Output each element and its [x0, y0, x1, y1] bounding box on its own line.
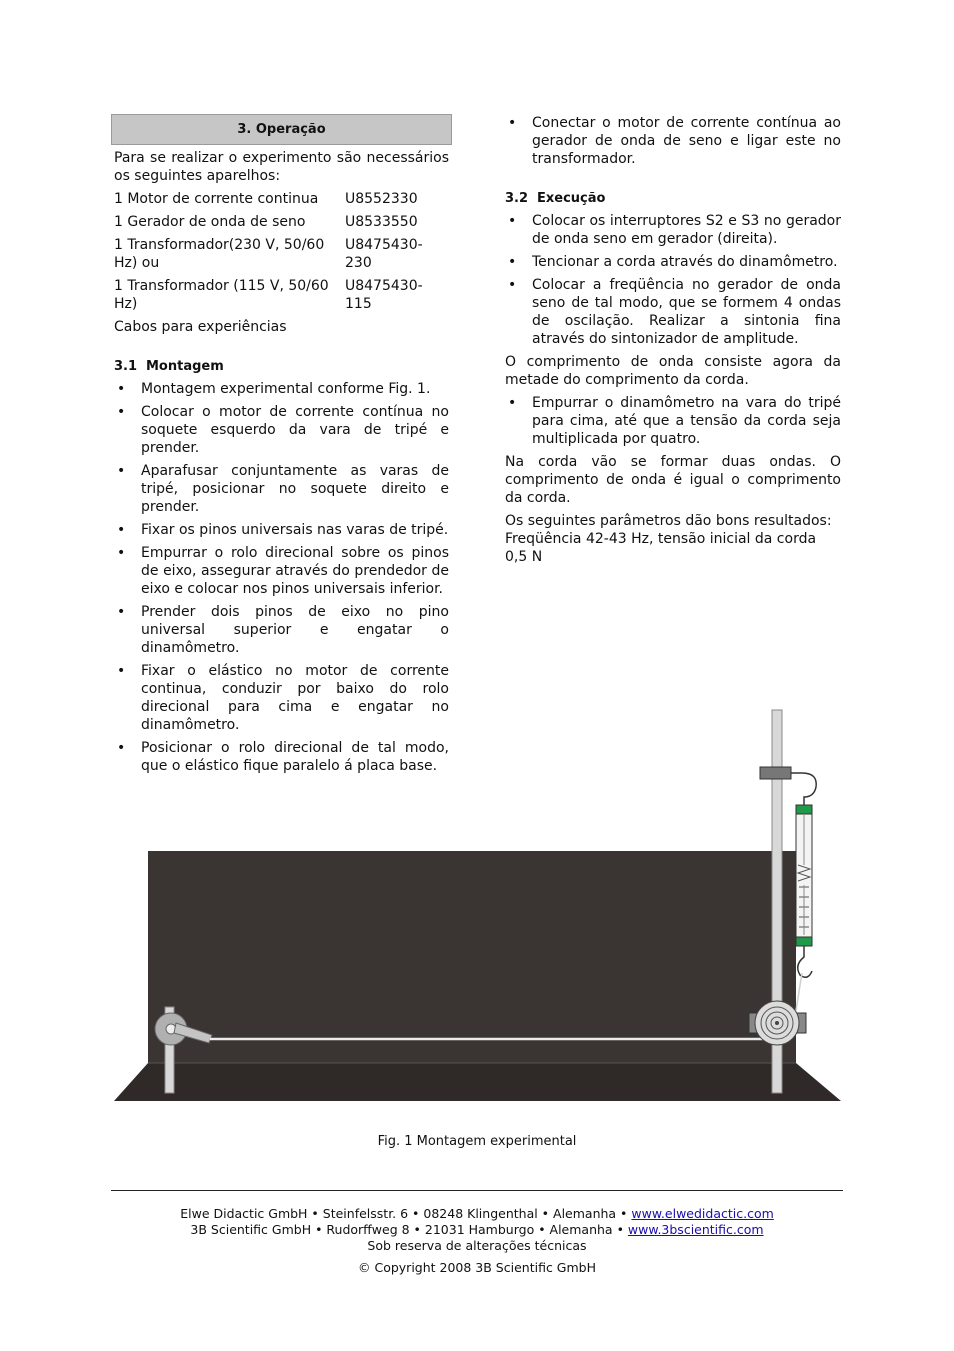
equipment-code: U8475430-230 [345, 237, 423, 271]
list-item: • Colocar os interruptores S2 e S3 no gerador de onda seno em gerador (direita). [505, 212, 841, 248]
montagem-number: 3.1 [114, 359, 138, 374]
equipment-row [114, 277, 449, 318]
footer [0, 1206, 954, 1276]
list-item: • Colocar o motor de corrente contínua no soquete esquerdo da vara de tripé e prender. [114, 403, 449, 457]
montagem-heading [114, 358, 449, 376]
footer-address-3b: 3B Scientific GmbH • Rudorffweg 8 • 21031 Hamburgo • Alemanha • [190, 1222, 628, 1237]
parameters-values: Freqüência 42-43 Hz, tensão inicial da corda 0,5 N [505, 531, 817, 565]
montagem-title: Montagem [146, 359, 224, 374]
list-item: • Colocar a freqüência no gerador de onda seno de tal modo, que se formem 4 ondas de oscilação. Realizar a sintonia fina através do sintonizador de amplitude. [505, 276, 841, 348]
list-item: • Empurrar o dinamômetro na vara do tripé para cima, até que a tensão da corda seja multiplicada por quatro. [505, 394, 841, 448]
execucao-title: Execução [537, 191, 606, 206]
list-item: • Fixar o elástico no motor de corrente continua, conduzir por baixo do rolo direcional para cima e engatar no dinamômetro. [114, 662, 449, 734]
copyright: © Copyright 2008 3B Scientific GmbH [358, 1260, 596, 1275]
equipment-name: 1 Transformador (115 V, 50/60 Hz) [114, 278, 329, 312]
execucao-list [505, 212, 841, 348]
list-item: • Aparafusar conjuntamente as varas de tripé, posicionar no soquete direito e prender. [114, 462, 449, 516]
right-column [505, 114, 841, 571]
footer-address-elwe: Elwe Didactic GmbH • Steinfelsstr. 6 • 08248 Klingenthal • Alemanha • [180, 1206, 632, 1221]
footer-disclaimer: Sob reserva de alterações técnicas [367, 1238, 587, 1253]
equipment-row [114, 213, 449, 236]
list-item: • Posicionar o rolo direcional de tal modo, que o elástico fique paralelo á placa base. [114, 739, 449, 775]
list-item: • Empurrar o rolo direcional sobre os pinos de eixo, assegurar através do prendedor de eixo e colocar nos pinos universais inferior. [114, 544, 449, 598]
equipment-row [114, 190, 449, 213]
parameters-intro: Os seguintes parâmetros dão bons resultados: [505, 513, 832, 529]
equipment-row [114, 236, 449, 277]
hook [791, 773, 816, 805]
base-plate [114, 1063, 841, 1101]
equipment-code: U8552330 [345, 191, 418, 207]
intro-paragraph: Para se realizar o experimento são necessários os seguintes aparelhos: [114, 150, 449, 184]
equipment-code: U8533550 [345, 214, 418, 230]
list-item: • Conectar o motor de corrente contínua ao gerador de onda de seno e ligar este no transformador. [505, 114, 841, 168]
equipment-name: 1 Transformador(230 V, 50/60 Hz) ou [114, 237, 325, 271]
section-header [111, 114, 452, 145]
figure-caption: Fig. 1 Montagem experimental [377, 1134, 577, 1149]
equipment-table [114, 190, 449, 318]
left-column [111, 114, 452, 780]
elwe-link[interactable]: www.elwedidactic.com [631, 1206, 774, 1221]
experiment-illustration [110, 705, 846, 1115]
cables-line: Cabos para experiências [114, 319, 287, 335]
wavelength-paragraph: O comprimento de onda consiste agora da metade do comprimento da corda. [505, 354, 841, 388]
dynamometer [796, 805, 812, 946]
footer-line-3b [0, 1222, 954, 1238]
two-waves-paragraph: Na corda vão se formar duas ondas. O comprimento de onda é igual o comprimento da corda. [505, 454, 841, 506]
footer-divider [111, 1190, 843, 1191]
list-item: • Fixar os pinos universais nas varas de tripé. [114, 521, 449, 539]
list-item: • Montagem experimental conforme Fig. 1. [114, 380, 449, 398]
experiment-figure [110, 705, 846, 1115]
equipment-code: U8475430-115 [345, 278, 423, 312]
equipment-name: 1 Gerador de onda de seno [114, 214, 306, 230]
execucao-number: 3.2 [505, 191, 529, 206]
pulley [755, 1001, 799, 1045]
lower-hook [798, 946, 812, 977]
parameters-paragraph [505, 512, 841, 566]
upper-clamp [760, 767, 791, 779]
footer-line-elwe [0, 1206, 954, 1222]
execucao-heading [505, 190, 841, 208]
section-title: 3. Operação [237, 121, 326, 137]
execucao-list-2 [505, 394, 841, 448]
3b-link[interactable]: www.3bscientific.com [627, 1222, 764, 1237]
list-item: • Tencionar a corda através do dinamômetro. [505, 253, 841, 271]
connection-list [505, 114, 841, 168]
back-board [148, 851, 796, 1063]
equipment-name: 1 Motor de corrente continua [114, 191, 319, 207]
list-item: • Prender dois pinos de eixo no pino universal superior e engatar o dinamômetro. [114, 603, 449, 657]
